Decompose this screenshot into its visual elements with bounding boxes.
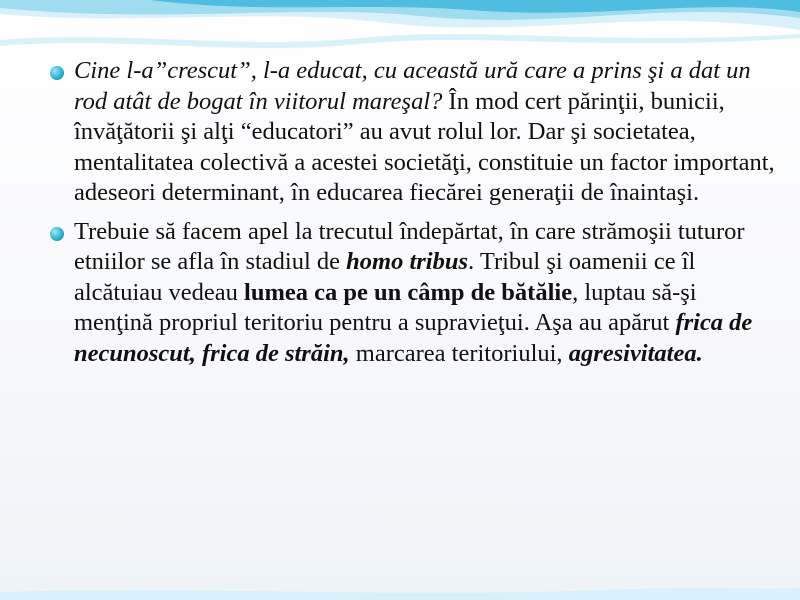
paragraph-2-fear-phrase: frica de necunoscut, frica de străin, (74, 309, 753, 367)
bullet-paragraph-1 (48, 56, 778, 209)
paragraph-1-segment-1: Cine l-a”crescut”, l-a educat, cu această ură care a prins şi a dat un rod atât de bogat în viitorul mareşal? (74, 57, 751, 115)
bottom-wave-decoration (0, 584, 800, 600)
bullet-paragraph-2 (48, 217, 778, 370)
paragraph-2-segment-5: , luptau să-şi menţină propriul teritoriu pentru a supravieţui. Aşa au apărut (74, 278, 697, 336)
round-bullet-icon (50, 66, 64, 80)
paragraph-1-segment-2: În mod cert părinţii, bunicii, învăţătorii şi alţi “educatori” au avut rolul lor. Dar şi societatea, mentalitatea colectivă a acestei societăţi, constituie un factor important, adeseori determinant, în educarea fiecărei generaţii de înaintaşi. (74, 87, 775, 206)
paragraph-2-homo-tribus: homo tribus (346, 248, 469, 275)
paragraph-2-battlefield-phrase: lumea ca pe un câmp de bătălie (244, 278, 573, 306)
paragraph-2-segment-1: Trebuie să facem apel la trecutul îndepărtat, în care strămoşii tuturor etniilor se afla în stadiul de (74, 217, 745, 275)
paragraph-2-segment-3: . Tribul şi oamenii ce îl alcătuiau vedeau (74, 248, 696, 306)
paragraph-2-segment-7: marcarea teritoriului, (349, 339, 569, 367)
round-bullet-icon (50, 227, 64, 241)
slide-content (48, 56, 778, 377)
paragraph-2-aggressiveness: agresivitatea. (568, 339, 703, 367)
